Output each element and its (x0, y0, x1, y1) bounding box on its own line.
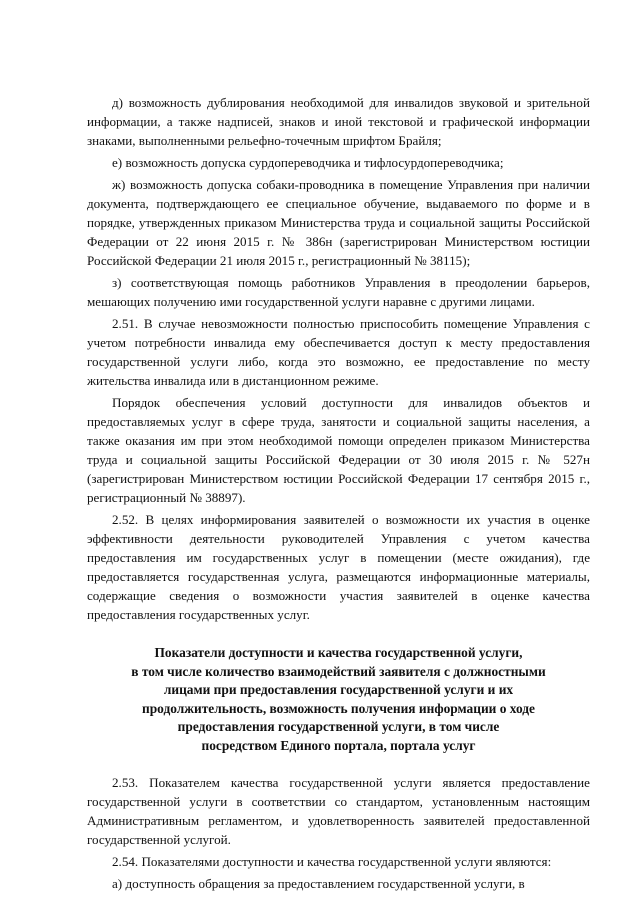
paragraph-2-53: 2.53. Показателем качества государственной услуги является предоставление государственной услуги в соответствии со стандартом, установленным настоящим Административным регламентом, и удовлетворенность заявителей предоставленной государственной услугой. (87, 775, 590, 847)
paragraph-2-54: 2.54. Показателями доступности и качества государственной услуги являются: (112, 854, 552, 869)
paragraph-item-d: д) возможность дублирования необходимой для инвалидов звуковой и зрительной информации, а также надписей, знаков и иной текстовой и графической информации знаками, выполненными рельефно-точечным шрифтом Брайля; (87, 95, 590, 148)
heading-line: Показатели доступности и качества государственной услуги, (154, 645, 523, 660)
paragraph-2-52: 2.52. В целях информирования заявителей о возможности их участия в оценке эффективности деятельности руководителей Управления с учетом качества предоставления им государственных услуг в помещении (месте ожидания), где предоставляется государственная услуга, размещаются информационные материалы, содержащие сведения о возможности участия заявителей в оценке качества предоставления государственных услуг. (87, 512, 590, 622)
paragraph-accessibility-order: Порядок обеспечения условий доступности для инвалидов объектов и предоставляемых услуг в сфере труда, занятости и социальной защиты населения, а также оказания им при этом необходимой помощи определен приказом Министерства труда и социальной защиты Российской Федерации от 30 июля 2015 г. № 527н (зарегистрирован Министерством юстиции Российской Федерации 17 сентября 2015 г., регистрационный № 38897). (87, 395, 590, 505)
paragraph-2-51: 2.51. В случае невозможности полностью приспособить помещение Управления с учетом потребности инвалида ему обеспечивается доступ к месту предоставления государственной услуги либо, когда это возможно, ее предоставление по месту жительства инвалида или в дистанционном режиме. (87, 316, 590, 388)
heading-line: в том числе количество взаимодействий заявителя с должностными (131, 663, 546, 679)
paragraph-item-e: е) возможность допуска сурдопереводчика и тифлосурдопереводчика; (112, 155, 504, 170)
heading-line: лицами при предоставления государственной услуги и их (163, 682, 514, 697)
paragraph-item-z: з) соответствующая помощь работников Управления в преодолении барьеров, мешающих получению ими государственной услуги наравне с другими лицами. (87, 275, 590, 309)
paragraph-item-zh: ж) возможность допуска собаки-проводника в помещение Управления при наличии документа, подтверждающего ее специальное обучение, выдаваемого по форме и в порядке, утвержденных приказом Министерства труда и социальной защиты Российской Федерации от 22 июня 2015 г. № 386н (зарегистрирован Министерством юстиции Российской Федерации 21 июля 2015 г., регистрационный № 38115); (87, 177, 590, 268)
heading-line: посредством Единого портала, портала услуг (201, 737, 476, 753)
paragraph-item-a: а) доступность обращения за предоставлением государственной услуги, в (112, 876, 525, 891)
section-heading (87, 644, 590, 755)
document-body (87, 93, 590, 893)
heading-line: продолжительность, возможность получения информации о ходе (142, 700, 535, 716)
heading-line: предоставления государственной услуги, в том числе (177, 719, 500, 734)
